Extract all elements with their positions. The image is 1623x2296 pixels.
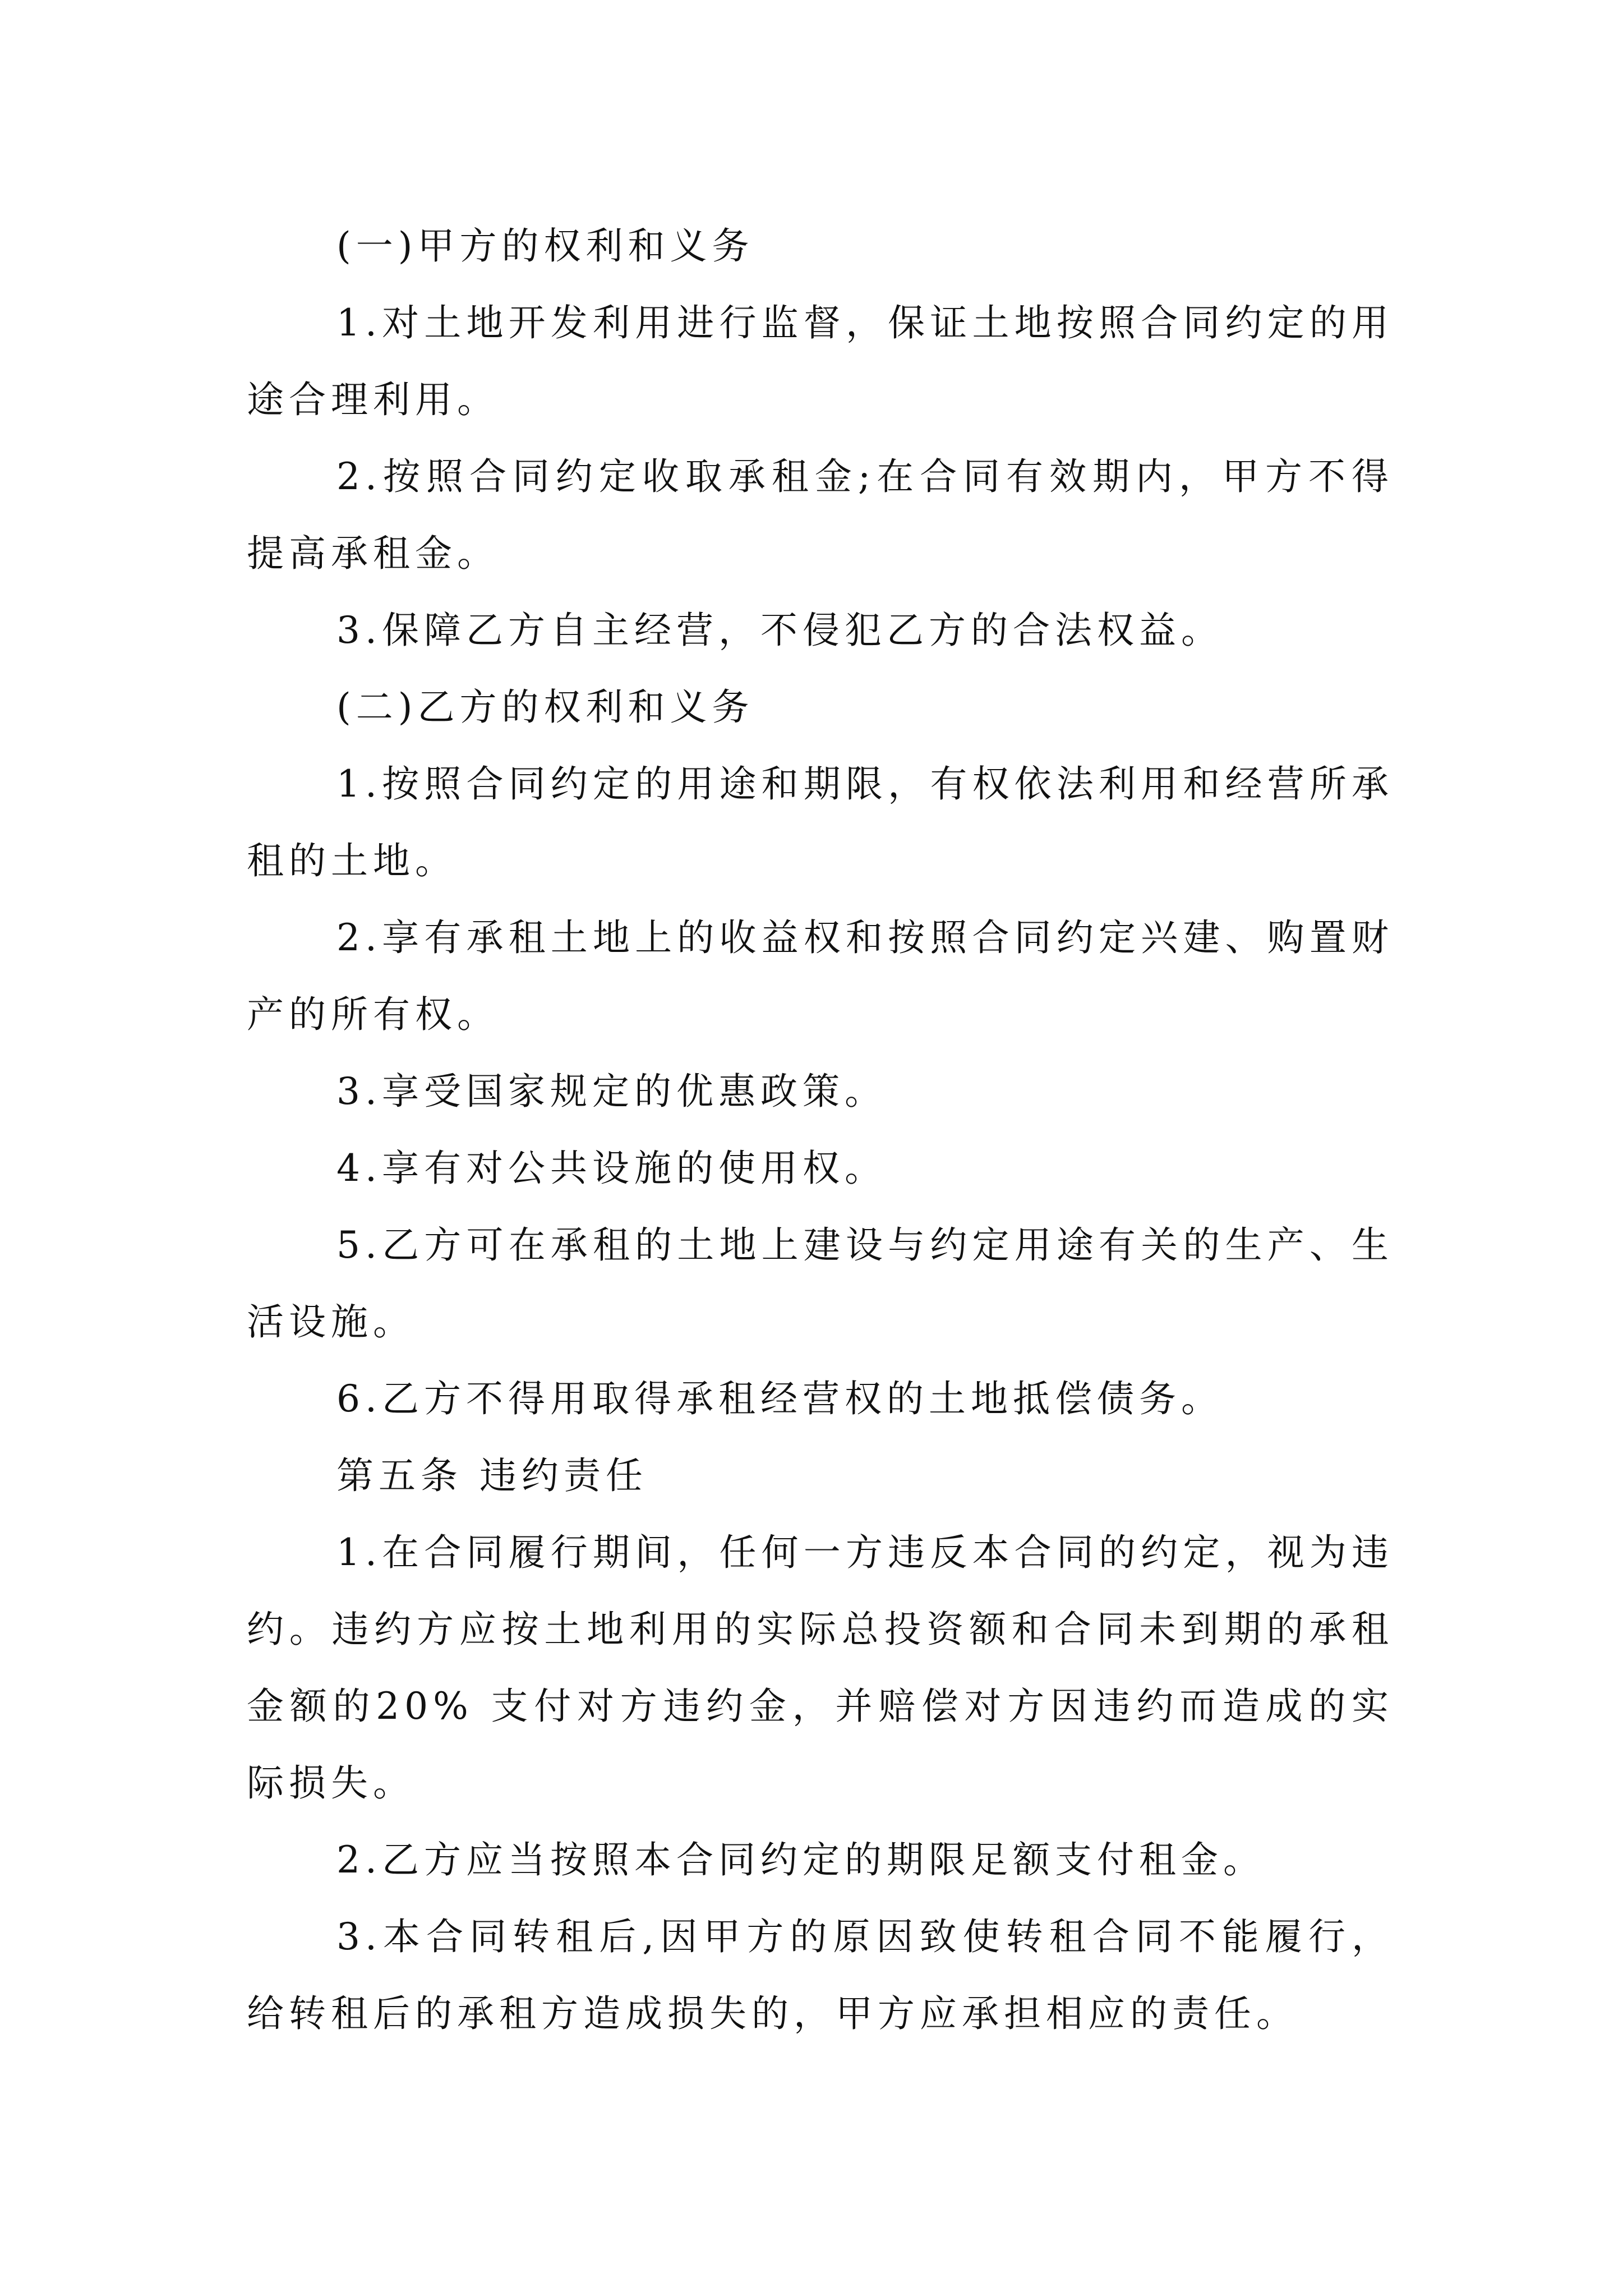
clause-a-2: 2.按照合同约定收取承租金;在合同有效期内，甲方不得提高承租金。 — [247, 455, 1394, 575]
breach-clause-2: 2.乙方应当按照本合同约定的期限足额支付租金。 — [336, 1838, 1265, 1881]
section-heading-party-a: (一)甲方的权利和义务 — [336, 224, 754, 268]
clause-b-2: 2.享有承租土地上的收益权和按照合同约定兴建、购置财产的所有权。 — [247, 916, 1394, 1036]
clause-b-4: 4.享有对公共设施的使用权。 — [336, 1147, 887, 1190]
section-heading-party-b: (二)乙方的权利和义务 — [336, 685, 754, 729]
clause-b-3: 3.享受国家规定的优惠政策。 — [336, 1070, 887, 1113]
article-heading-breach: 第五条 违约责任 — [336, 1454, 648, 1497]
breach-clause-3: 3.本合同转租后,因甲方的原因致使转租合同不能履行，给转租后的承租方造成损失的，甲方应承担相应的责任。 — [247, 1915, 1394, 2035]
clause-b-1: 1.按照合同约定的用途和期限，有权依法利用和经营所承租的土地。 — [247, 762, 1394, 882]
document-body — [247, 208, 1394, 2052]
clause-b-5: 5.乙方可在承租的土地上建设与约定用途有关的生产、生活设施。 — [247, 1223, 1394, 1343]
breach-clause-1: 1.在合同履行期间，任何一方违反本合同的约定，视为违约。违约方应按土地利用的实际总投资额和合同未到期的承租金额的20% 支付对方违约金，并赔偿对方因违约而造成的实际损失。 — [247, 1531, 1394, 1805]
clause-a-1: 1.对土地开发利用进行监督，保证土地按照合同约定的用途合理利用。 — [247, 301, 1394, 421]
clause-a-3: 3.保障乙方自主经营，不侵犯乙方的合法权益。 — [336, 609, 1223, 652]
clause-b-6: 6.乙方不得用取得承租经营权的土地抵偿债务。 — [336, 1377, 1223, 1420]
